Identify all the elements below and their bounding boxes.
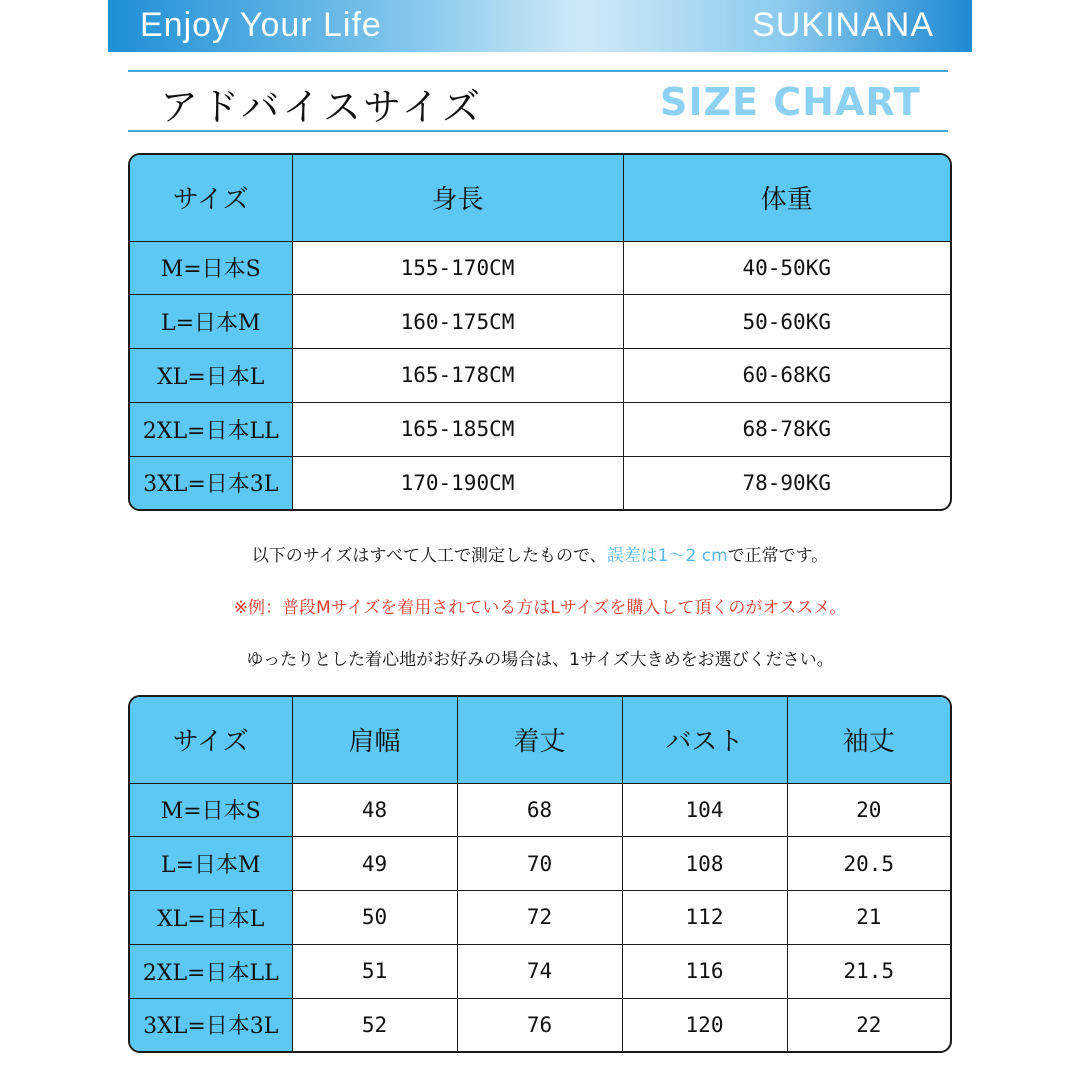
weight-value: 60-68KG [623,349,950,403]
note-tolerance: 誤差は1〜2 cm [606,546,728,566]
header-length: 着丈 [457,697,622,783]
length-value: 68 [457,783,622,837]
height-value: 165-185CM [292,402,623,456]
weight-value: 68-78KG [623,402,950,456]
heading-size-chart: SIZE CHART [660,80,921,124]
size-chart-measurements [128,695,952,1053]
sleeve-value: 20 [787,783,950,837]
shoulder-value: 49 [292,837,457,891]
table-row [130,891,950,945]
size-label: XL=日本L [130,891,292,945]
table-row [130,402,950,456]
weight-value: 78-90KG [623,456,950,509]
bust-value: 116 [622,944,787,998]
size-label: 2XL=日本LL [130,944,292,998]
size-label: 3XL=日本3L [130,998,292,1051]
note-loose-fit: ゆったりとした着心地がお好みの場合は、1サイズ大きめをお選びください。 [246,650,834,670]
header-sleeve-length: 袖丈 [787,697,950,783]
size-label: M=日本S [130,783,292,837]
sleeve-value: 21.5 [787,944,950,998]
weight-value: 40-50KG [623,241,950,295]
bust-value: 104 [622,783,787,837]
height-value: 155-170CM [292,241,623,295]
bust-value: 108 [622,837,787,891]
length-value: 76 [457,998,622,1051]
table-header-row [130,155,950,241]
banner-tagline: Enjoy Your Life [140,6,382,44]
size-label: M=日本S [130,241,292,295]
table-row [130,295,950,349]
table-row [130,837,950,891]
height-value: 160-175CM [292,295,623,349]
table-row [130,998,950,1051]
header-size: サイズ [130,697,292,783]
shoulder-value: 48 [292,783,457,837]
size-label: XL=日本L [130,349,292,403]
length-value: 72 [457,891,622,945]
note-measurement [0,541,1080,566]
size-label: L=日本M [130,837,292,891]
shoulder-value: 51 [292,944,457,998]
size-label: L=日本M [130,295,292,349]
heading-bottom-rule [128,130,948,132]
shoulder-value: 50 [292,891,457,945]
brand-name: SUKINANA [752,6,934,44]
height-weight-table [130,155,950,509]
header-weight: 体重 [623,155,950,241]
length-value: 70 [457,837,622,891]
header-shoulder-width: 肩幅 [292,697,457,783]
heading-top-rule [128,70,948,72]
sleeve-value: 21 [787,891,950,945]
table-row [130,456,950,509]
size-chart-height-weight [128,153,952,511]
height-value: 170-190CM [292,456,623,509]
header-size: サイズ [130,155,292,241]
header-bust: バスト [622,697,787,783]
size-label: 3XL=日本3L [130,456,292,509]
header-height: 身長 [292,155,623,241]
note-measurement-text-b: で正常です。 [727,546,829,566]
note-example: ※例：普段Mサイズを着用されている方はLサイズを購入して頂くのがオススメ。 [233,598,847,618]
weight-value: 50-60KG [623,295,950,349]
height-value: 165-178CM [292,349,623,403]
heading-jp: アドバイスサイズ [160,85,484,129]
shoulder-value: 52 [292,998,457,1051]
note-measurement-text-a: 以下のサイズはすべて人工で測定したもので、 [251,546,607,566]
table-row [130,944,950,998]
sleeve-value: 20.5 [787,837,950,891]
length-value: 74 [457,944,622,998]
bust-value: 120 [622,998,787,1051]
table-header-row [130,697,950,783]
table-row [130,349,950,403]
bust-value: 112 [622,891,787,945]
measurements-table [130,697,950,1051]
table-row [130,241,950,295]
table-row [130,783,950,837]
size-label: 2XL=日本LL [130,402,292,456]
top-banner [108,0,972,52]
sleeve-value: 22 [787,998,950,1051]
